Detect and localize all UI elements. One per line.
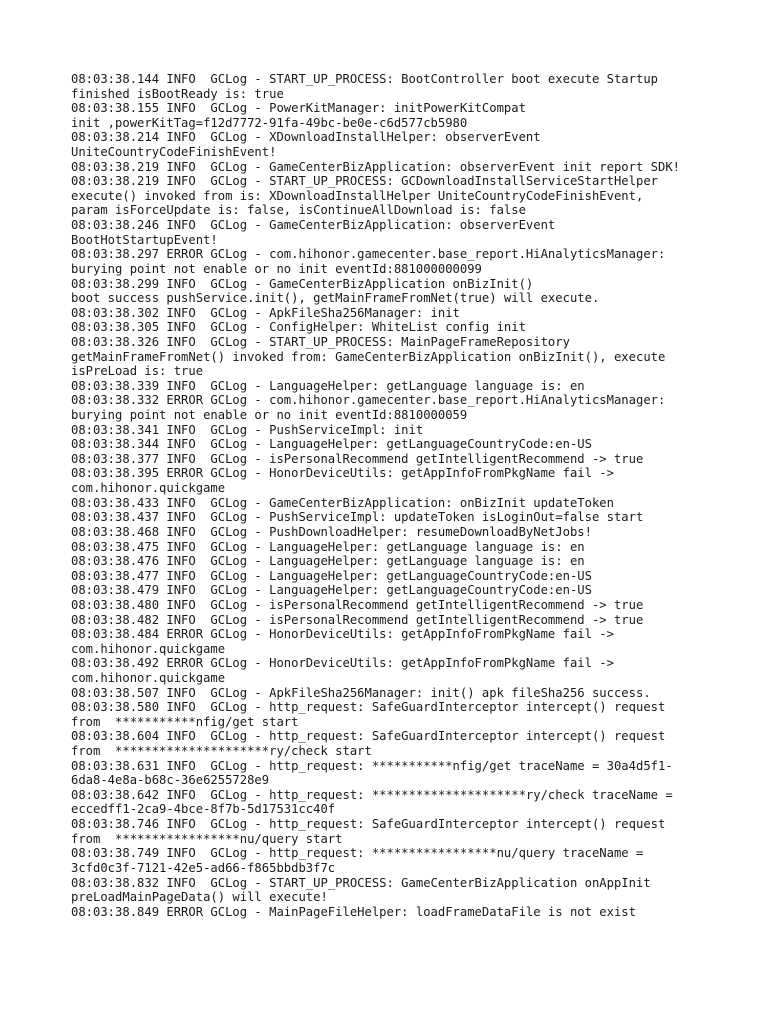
log-line: 08:03:38.849 ERROR GCLog - MainPageFileHelper: loadFrameDataFile is not exist <box>71 904 636 919</box>
log-line: 08:03:38.479 INFO GCLog - LanguageHelper: getLanguageCountryCode:en-US <box>71 583 592 598</box>
log-line: 08:03:38.214 INFO GCLog - XDownloadInstallHelper: observerEvent <box>71 130 541 145</box>
log-line: 08:03:38.219 INFO GCLog - GameCenterBizApplication: observerEvent init report SDK! <box>71 159 681 174</box>
log-line: 6da8-4e8a-b68c-36e6255728e9 <box>71 773 270 788</box>
log-line: 08:03:38.326 INFO GCLog - START_UP_PROCESS: MainPageFrameRepository <box>71 334 570 349</box>
log-line: 08:03:38.468 INFO GCLog - PushDownloadHelper: resumeDownloadByNetJobs! <box>71 524 592 539</box>
log-line: init ,powerKitTag=f12d7772-91fa-49bc-be0e-c6d577cb5980 <box>71 115 468 130</box>
log-line: 08:03:38.749 INFO GCLog - http_request: *****************nu/query traceName = <box>71 846 644 861</box>
log-line: 08:03:38.492 ERROR GCLog - HonorDeviceUtils: getAppInfoFromPkgName fail -> <box>71 656 614 671</box>
log-line: 08:03:38.746 INFO GCLog - http_request: SafeGuardInterceptor intercept() request <box>71 817 666 832</box>
log-line: com.hihonor.quickgame <box>71 641 226 656</box>
log-line: 08:03:38.480 INFO GCLog - isPersonalRecommend getIntelligentRecommend -> true <box>71 597 644 612</box>
log-line: 08:03:38.219 INFO GCLog - START_UP_PROCESS: GCDownloadInstallServiceStartHelper <box>71 174 658 189</box>
log-line: 08:03:38.299 INFO GCLog - GameCenterBizApplication onBizInit() <box>71 276 534 291</box>
log-line: 08:03:38.305 INFO GCLog - ConfigHelper: WhiteList config init <box>71 320 526 335</box>
log-line: 08:03:38.433 INFO GCLog - GameCenterBizApplication: onBizInit updateToken <box>71 495 614 510</box>
log-line: UniteCountryCodeFinishEvent! <box>71 145 277 160</box>
log-line: boot success pushService.init(), getMainFrameFromNet(true) will execute. <box>71 291 600 306</box>
log-line: eccedff1-2ca9-4bce-8f7b-5d17531cc40f <box>71 802 336 817</box>
log-line: 08:03:38.395 ERROR GCLog - HonorDeviceUtils: getAppInfoFromPkgName fail -> <box>71 466 614 481</box>
log-line: 08:03:38.475 INFO GCLog - LanguageHelper: getLanguage language is: en <box>71 539 585 554</box>
log-line: 08:03:38.476 INFO GCLog - LanguageHelper: getLanguage language is: en <box>71 554 585 569</box>
log-line: 08:03:38.642 INFO GCLog - http_request: *********************ry/check traceName = <box>71 787 673 802</box>
log-line: param isForceUpdate is: false, isContinueAllDownload is: false <box>71 203 526 218</box>
log-line: 08:03:38.344 INFO GCLog - LanguageHelper: getLanguageCountryCode:en-US <box>71 437 592 452</box>
log-line: com.hihonor.quickgame <box>71 670 226 685</box>
log-line: 08:03:38.155 INFO GCLog - PowerKitManager: initPowerKitCompat <box>71 101 526 116</box>
log-line: 08:03:38.484 ERROR GCLog - HonorDeviceUtils: getAppInfoFromPkgName fail -> <box>71 627 614 642</box>
log-line: getMainFrameFromNet() invoked from: GameCenterBizApplication onBizInit(), execute <box>71 349 666 364</box>
log-line: burying point not enable or no init eventId:881000000099 <box>71 261 482 276</box>
log-line: from ***********nfig/get start <box>71 714 299 729</box>
log-line: BootHotStartupEvent! <box>71 232 218 247</box>
log-line: 08:03:38.507 INFO GCLog - ApkFileSha256Manager: init() apk fileSha256 success. <box>71 685 651 700</box>
log-line: 08:03:38.580 INFO GCLog - http_request: SafeGuardInterceptor intercept() request <box>71 700 666 715</box>
log-line: preLoadMainPageData() will execute! <box>71 890 328 905</box>
log-line: 08:03:38.482 INFO GCLog - isPersonalRecommend getIntelligentRecommend -> true <box>71 612 644 627</box>
log-line: 08:03:38.297 ERROR GCLog - com.hihonor.gamecenter.base_report.HiAnalyticsManager: <box>71 247 666 262</box>
log-line: 08:03:38.302 INFO GCLog - ApkFileSha256Manager: init <box>71 305 460 320</box>
log-line: 08:03:38.832 INFO GCLog - START_UP_PROCESS: GameCenterBizApplication onAppInit <box>71 875 651 890</box>
log-line: 08:03:38.604 INFO GCLog - http_request: SafeGuardInterceptor intercept() request <box>71 729 666 744</box>
log-line: com.hihonor.quickgame <box>71 481 226 496</box>
log-line: 08:03:38.377 INFO GCLog - isPersonalRecommend getIntelligentRecommend -> true <box>71 451 644 466</box>
log-line: 08:03:38.437 INFO GCLog - PushServiceImpl: updateToken isLoginOut=false start <box>71 510 644 525</box>
log-line: isPreLoad is: true <box>71 364 204 379</box>
log-line: from *********************ry/check start <box>71 744 372 759</box>
log-line: from *****************nu/query start <box>71 831 343 846</box>
log-line: 08:03:38.631 INFO GCLog - http_request: ***********nfig/get traceName = 30a4d5f1- <box>71 758 673 773</box>
log-line: 08:03:38.332 ERROR GCLog - com.hihonor.gamecenter.base_report.HiAnalyticsManager: <box>71 393 666 408</box>
log-line: execute() invoked from is: XDownloadInstallHelper UniteCountryCodeFinishEvent, <box>71 188 644 203</box>
log-document <box>71 72 711 919</box>
log-line: 08:03:38.339 INFO GCLog - LanguageHelper: getLanguage language is: en <box>71 378 585 393</box>
log-line: 08:03:38.144 INFO GCLog - START_UP_PROCESS: BootController boot execute Startup <box>71 72 658 86</box>
log-line: 08:03:38.477 INFO GCLog - LanguageHelper: getLanguageCountryCode:en-US <box>71 568 592 583</box>
log-line: 08:03:38.341 INFO GCLog - PushServiceImpl: init <box>71 422 424 437</box>
log-line: 3cfd0c3f-7121-42e5-ad66-f865bbdb3f7c <box>71 860 336 875</box>
log-line: 08:03:38.246 INFO GCLog - GameCenterBizApplication: observerEvent <box>71 218 556 233</box>
log-line: finished isBootReady is: true <box>71 86 284 101</box>
log-line: burying point not enable or no init eventId:8810000059 <box>71 408 468 423</box>
